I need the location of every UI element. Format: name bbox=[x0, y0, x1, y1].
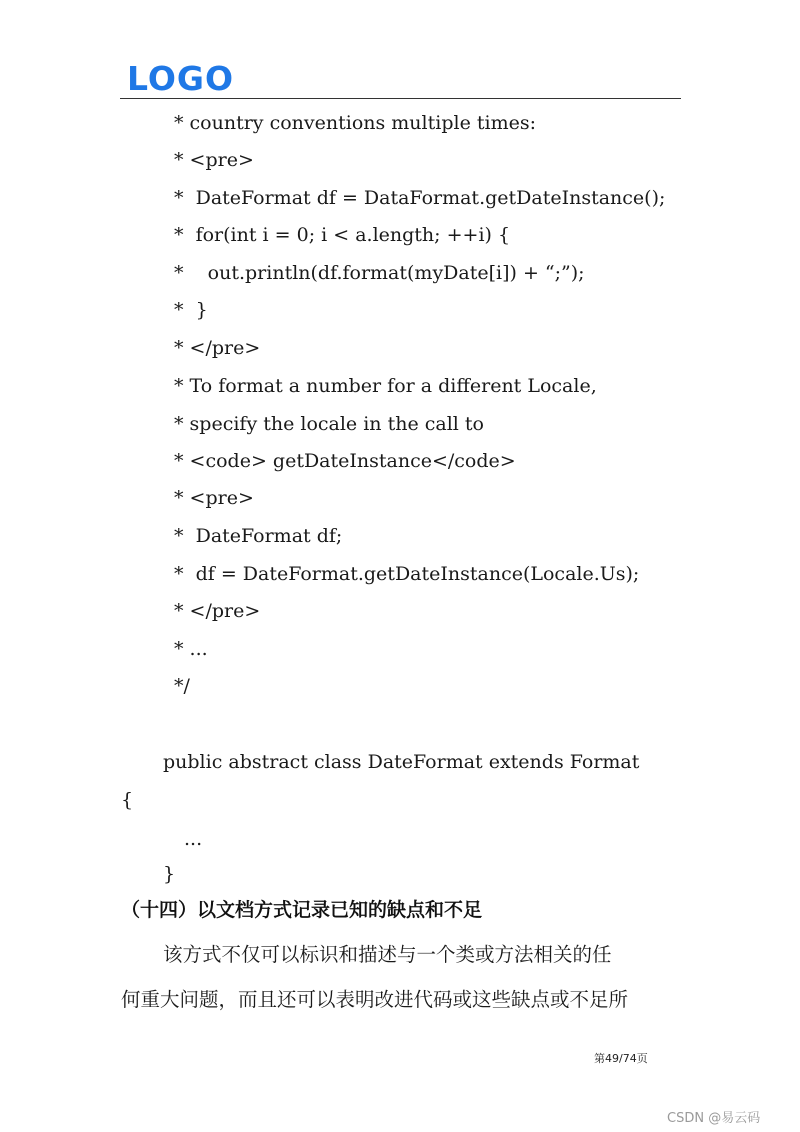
code-comment-line: * country conventions multiple times: bbox=[174, 112, 536, 134]
code-comment-line: * To format a number for a different Locale, bbox=[174, 375, 597, 397]
code-comment-line: * DateFormat df; bbox=[174, 525, 343, 547]
paragraph-line: 该方式不仅可以标识和描述与一个类或方法相关的任 bbox=[163, 943, 612, 966]
paragraph-line: 何重大问题，而且还可以表明改进代码或这些缺点或不足所 bbox=[121, 988, 629, 1011]
section-heading: （十四）以文档方式记录已知的缺点和不足 bbox=[121, 899, 483, 921]
logo: LOGO bbox=[127, 59, 235, 98]
page-number: 第49/74页 bbox=[594, 1052, 648, 1065]
code-comment-line: * <pre> bbox=[174, 487, 254, 509]
code-comment-line: */ bbox=[174, 675, 190, 697]
code-comment-line: * ... bbox=[174, 638, 208, 660]
code-comment-line: * out.println(df.format(myDate[i]) + “;”); bbox=[174, 262, 585, 284]
class-close-brace: } bbox=[163, 863, 176, 885]
code-comment-line: * } bbox=[174, 299, 208, 321]
header-divider bbox=[120, 98, 681, 99]
code-comment-line: * specify the locale in the call to bbox=[174, 413, 484, 435]
code-comment-line: * DateFormat df = DataFormat.getDateInstance(); bbox=[174, 187, 666, 209]
class-body-ellipsis: ... bbox=[184, 828, 203, 850]
watermark: CSDN @易云码 bbox=[667, 1111, 761, 1126]
code-comment-line: * for(int i = 0; i < a.length; ++i) { bbox=[174, 224, 511, 246]
class-declaration: public abstract class DateFormat extends Format bbox=[163, 751, 640, 773]
code-comment-line: * <code> getDateInstance</code> bbox=[174, 450, 516, 472]
code-comment-line: * </pre> bbox=[174, 337, 261, 359]
code-comment-line: * df = DateFormat.getDateInstance(Locale.Us); bbox=[174, 563, 640, 585]
code-comment-line: * <pre> bbox=[174, 149, 254, 171]
class-open-brace: { bbox=[121, 789, 134, 811]
code-comment-line: * </pre> bbox=[174, 600, 261, 622]
